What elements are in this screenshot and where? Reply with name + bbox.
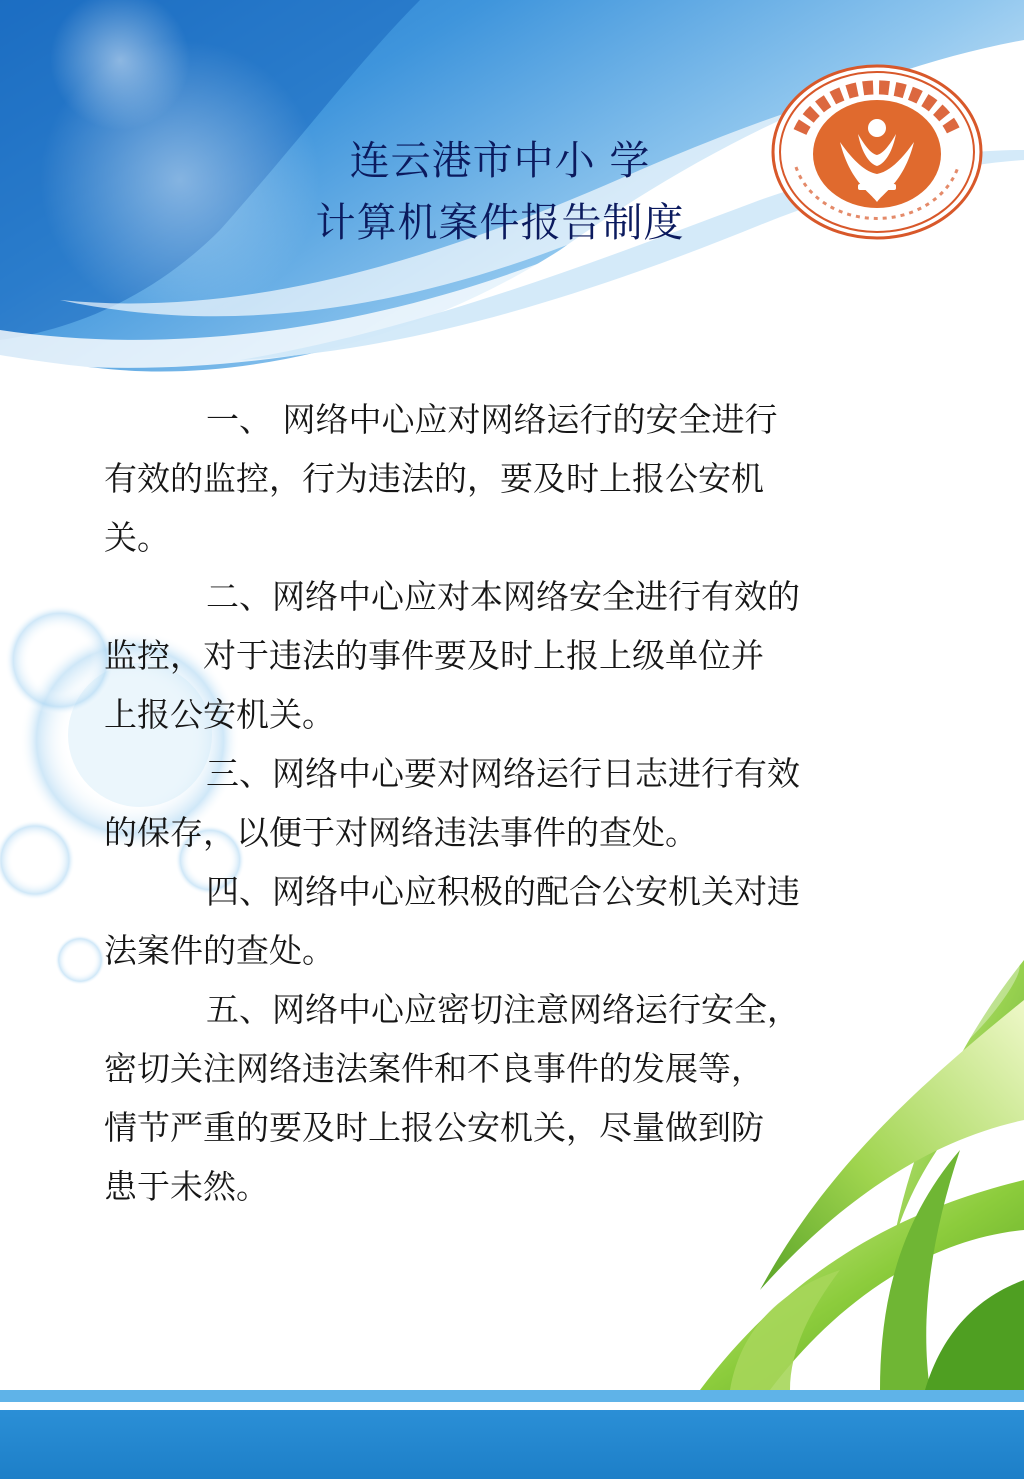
paragraph-line: 情节严重的要及时上报公安机关，尽量做到防 — [104, 1108, 764, 1147]
paragraph-line: 密切关注网络违法案件和不良事件的发展等， — [104, 1049, 764, 1088]
school-logo — [770, 62, 984, 242]
paragraph-1 — [104, 390, 894, 567]
paragraph-line: 的保存，以便于对网络违法事件的查处。 — [104, 813, 698, 852]
paragraph-line: 一、 网络中心应对网络运行的安全进行 — [206, 400, 778, 439]
paragraph-line: 有效的监控，行为违法的，要及时上报公安机 — [104, 459, 764, 498]
paragraph-line: 二、网络中心应对本网络安全进行有效的 — [206, 577, 800, 616]
title-line-2: 计算机案件报告制度 — [315, 200, 685, 246]
bottom-band — [0, 1390, 1024, 1479]
paragraph-line: 五、网络中心应密切注意网络运行安全， — [206, 990, 800, 1029]
document-body — [104, 390, 894, 1216]
paragraph-4 — [104, 862, 894, 980]
title-line-1: 连云港市中小 学 — [349, 138, 651, 184]
paragraph-line: 法案件的查处。 — [104, 931, 335, 970]
paragraph-line: 三、网络中心要对网络运行日志进行有效 — [206, 754, 800, 793]
paragraph-5 — [104, 980, 894, 1216]
paragraph-line: 上报公安机关。 — [104, 695, 335, 734]
paragraph-line: 关。 — [104, 518, 170, 557]
paragraph-2 — [104, 567, 894, 744]
document-title — [230, 130, 770, 254]
paragraph-line: 患于未然。 — [104, 1167, 269, 1206]
paragraph-3 — [104, 744, 894, 862]
paragraph-line: 四、网络中心应积极的配合公安机关对违 — [206, 872, 800, 911]
paragraph-line: 监控，对于违法的事件要及时上报上级单位并 — [104, 636, 764, 675]
